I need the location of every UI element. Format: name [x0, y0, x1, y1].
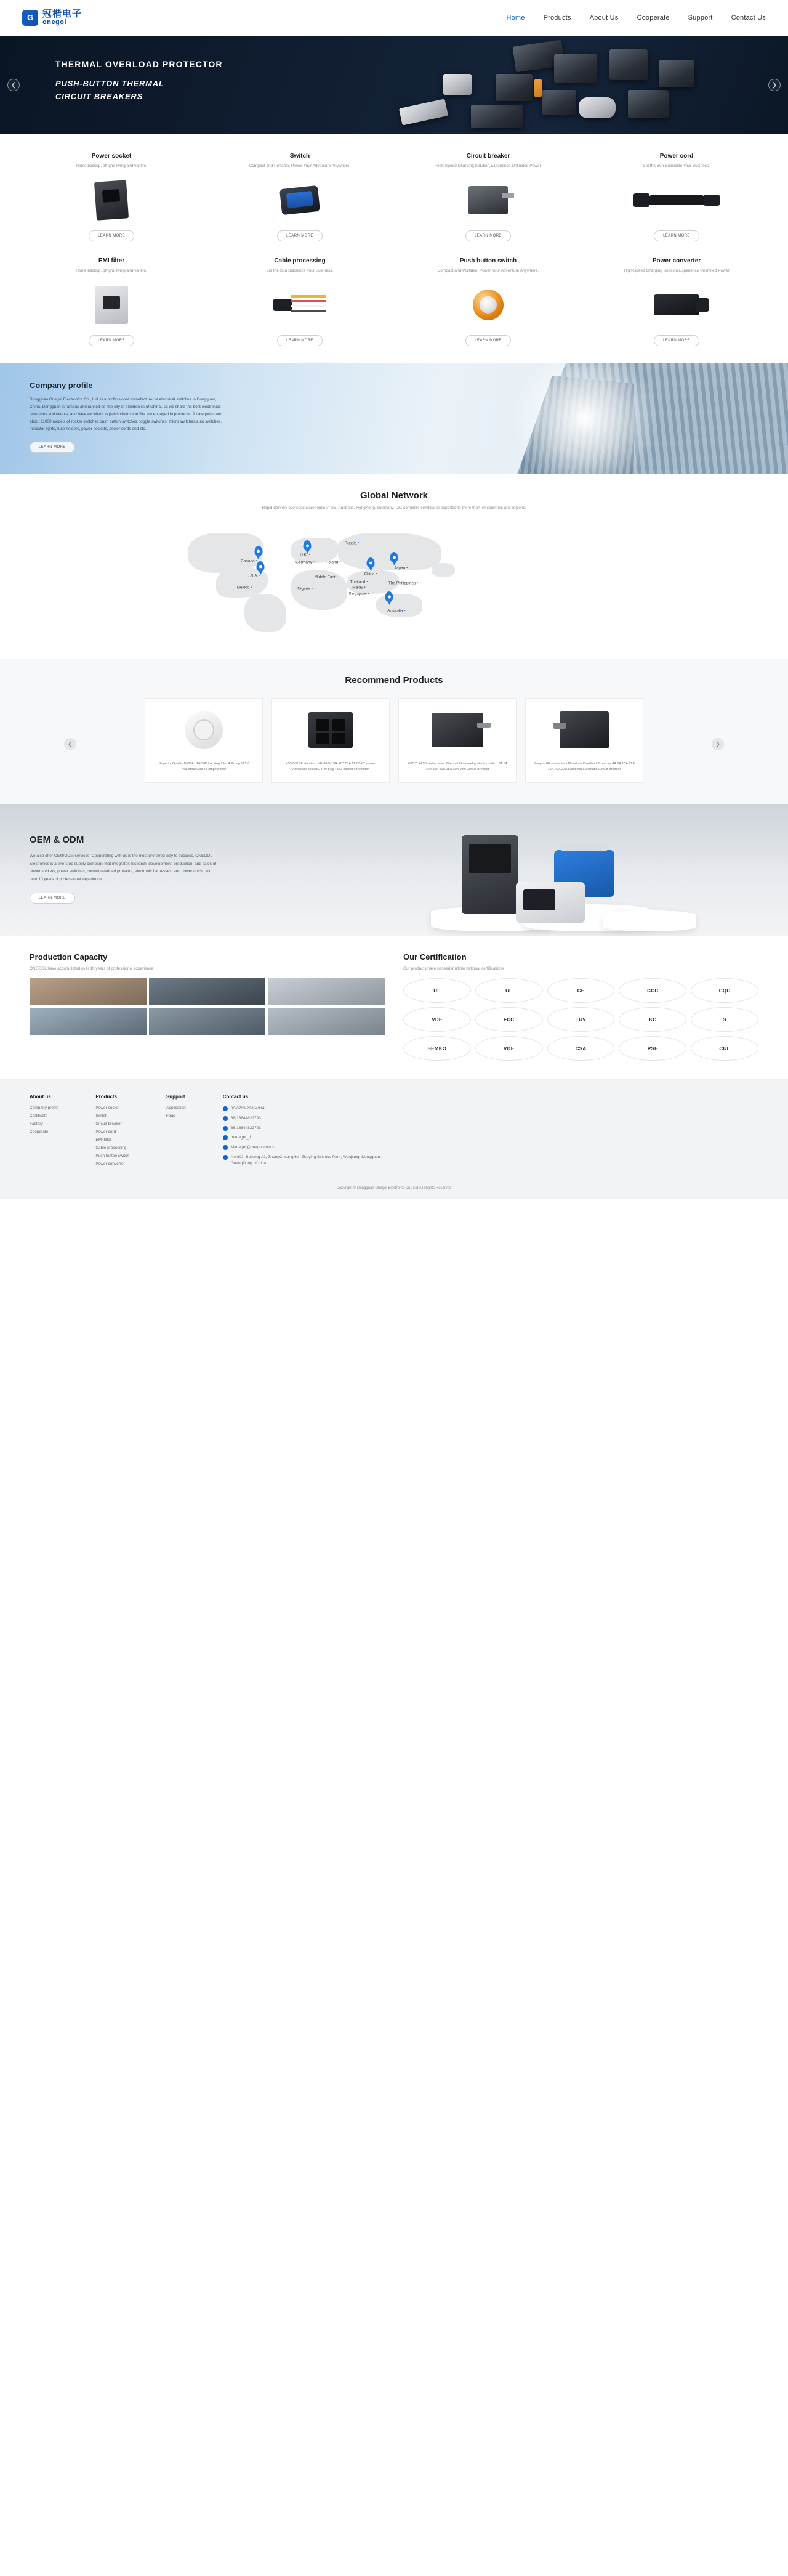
product-card[interactable] [17, 148, 206, 244]
certification-badge: VDE [403, 1007, 471, 1032]
production-photo[interactable] [268, 1008, 385, 1035]
footer-link[interactable]: Power converter [95, 1162, 125, 1166]
footer-column-products [95, 1094, 129, 1170]
footer-link[interactable]: Certificate [30, 1114, 48, 1118]
phone-icon [223, 1116, 228, 1121]
learn-more-button[interactable]: LEARN MORE [277, 335, 323, 346]
certification-badge: CQC [691, 978, 758, 1003]
product-title: Power cord [659, 153, 694, 160]
certification-badge-grid [403, 978, 758, 1061]
site-footer [0, 1079, 788, 1199]
map-label-canada: Canada • [241, 559, 257, 563]
learn-more-button[interactable]: LEARN MORE [89, 335, 134, 346]
learn-more-button[interactable]: LEARN MORE [465, 335, 511, 346]
company-profile-section [0, 363, 788, 474]
contact-item [223, 1154, 383, 1167]
footer-link[interactable]: Cooperate [30, 1130, 49, 1134]
nav-item-cooperate[interactable]: Cooperate [637, 14, 670, 22]
map-label-japan: Japan • [394, 566, 408, 570]
logo-text-cn: 冠楷电子 [42, 9, 82, 20]
product-title: Switch [289, 153, 310, 160]
contact-text: No.602, Building A2, ZhongChuangHui, Zhuying Science Park, Wanjiang, Dongguan , GuangDong , China [230, 1154, 382, 1165]
production-subtitle: ONEGOL have accumulated over 10 years of professional experience [30, 966, 154, 971]
map-label-philippines: The Philippines • [388, 581, 419, 585]
oem-title: OEM & ODM [30, 835, 84, 845]
map-label-russia: Russia • [345, 541, 360, 546]
contact-item [223, 1116, 383, 1122]
hero-subtitle-line2: CIRCUIT BREAKERS [55, 91, 143, 101]
logo-icon: G [22, 10, 38, 26]
product-desc: Compact and Portable, Power Your Adventure Anywhere. [437, 269, 539, 273]
email-icon [223, 1145, 228, 1150]
nav-item-home[interactable]: Home [506, 14, 525, 22]
certification-badge: CUL [691, 1036, 758, 1061]
map-pin-usa[interactable] [257, 561, 265, 572]
global-network-title: Global Network [360, 490, 428, 501]
product-title: Cable processing [274, 257, 326, 264]
production-photo[interactable] [149, 978, 266, 1005]
production-capacity-block [30, 952, 385, 1061]
chevron-left-icon[interactable]: ❮ [7, 79, 20, 91]
production-photo[interactable] [30, 978, 147, 1005]
main-navigation [506, 14, 766, 22]
product-desc: High-Speed Charging Solution,Experience Unlimited Power [435, 164, 541, 168]
hero-banner [0, 36, 788, 134]
map-label-poland: Poland • [326, 560, 340, 564]
certification-subtitle: Our products have passed multiple national certifications [403, 966, 504, 971]
map-label-malay: Malay • [352, 586, 365, 590]
product-image [71, 178, 152, 222]
generator-portable [516, 882, 585, 923]
contact-item [223, 1144, 383, 1151]
product-image [448, 283, 529, 327]
footer-column-title: Contact us [222, 1094, 249, 1100]
recommend-caption: 45*45 USA standard NEMA 5-15R IEC 15A 125V AC power American socket 2 PIN plug PDU socket connector [286, 762, 376, 772]
product-title: Power converter [652, 257, 701, 264]
map-label-nigeria: Nigeria • [297, 587, 313, 591]
recommend-image [404, 703, 511, 756]
learn-more-button[interactable]: LEARN MORE [465, 230, 511, 241]
product-desc: Let the Sun Subsidize Your Business. [643, 164, 710, 168]
oem-learn-more-button[interactable]: LEARN MORE [30, 893, 75, 904]
sun-glow [511, 363, 659, 474]
production-photo-grid [30, 978, 385, 1035]
company-learn-more-button[interactable]: LEARN MORE [30, 442, 75, 453]
product-image [448, 178, 529, 222]
map-label-usa: U.S.A. • [247, 574, 261, 578]
oem-odm-section [0, 804, 788, 936]
recommend-carousel [0, 698, 788, 783]
contact-text: manager_lI [230, 1135, 251, 1140]
recommend-image [531, 703, 638, 756]
certification-badge: CE [547, 978, 615, 1003]
product-card[interactable] [394, 253, 582, 349]
footer-column-title: About us [30, 1094, 51, 1100]
footer-column-contact [223, 1094, 383, 1170]
product-image [259, 178, 340, 222]
copyright-text: Copyright © Dongguan Onegol Electronic Co., Ltd All Rights Reserved [30, 1180, 758, 1190]
learn-more-button[interactable]: LEARN MORE [277, 230, 323, 241]
certification-title: Our Certification [403, 952, 467, 962]
certification-badge: SEMKO [403, 1036, 471, 1061]
footer-link[interactable]: Push button switch [95, 1154, 129, 1158]
footer-column-about [30, 1094, 58, 1170]
map-label-thailand: Thailand • [350, 580, 368, 584]
company-profile-card [30, 381, 227, 453]
global-network-section [0, 474, 788, 659]
product-card[interactable] [206, 148, 394, 244]
chevron-right-icon[interactable]: ❯ [768, 79, 781, 91]
product-desc: Home backup, off-grid living and vanlife. [76, 164, 147, 168]
footer-link[interactable]: Faqs [166, 1114, 175, 1118]
certification-badge: PSE [619, 1036, 686, 1061]
nav-item-products[interactable]: Products [543, 14, 571, 22]
map-pin-australia[interactable] [385, 591, 393, 602]
oem-text-block [30, 835, 220, 904]
recommend-products-section [0, 659, 788, 804]
recommend-caption: KUOYUH 98 series reset Thermal Overload protector switch 3A 5A 10A 15A 20A 25A 30A Mini Circuit Breaker [407, 762, 508, 772]
recommend-image [150, 703, 257, 756]
recommend-next-chevron-right-icon[interactable]: ❯ [712, 738, 724, 750]
location-icon [223, 1155, 228, 1160]
phone-icon [223, 1106, 228, 1111]
world-map [160, 521, 628, 638]
product-card[interactable] [582, 253, 771, 349]
wechat-icon [223, 1135, 228, 1140]
certification-badge: UL [403, 978, 471, 1003]
certification-badge: CSA [547, 1036, 615, 1061]
production-photo[interactable] [30, 1008, 147, 1035]
recommend-card[interactable] [398, 698, 517, 783]
contact-text: Manager@onegol.com.cn [230, 1145, 277, 1149]
product-image [71, 283, 152, 327]
product-desc: Compact and Portable, Power Your Adventure Anywhere. [249, 164, 351, 168]
product-image [259, 283, 340, 327]
contact-text: 86-13644822793 [230, 1125, 261, 1130]
nav-item-contact-us[interactable]: Contact Us [731, 14, 766, 22]
certification-badge: KC [619, 1007, 686, 1032]
footer-link[interactable]: Power cord [95, 1130, 116, 1134]
fax-icon [223, 1126, 228, 1131]
product-desc: Let the Sun Subsidize Your Business. [266, 269, 334, 273]
contact-text: 86-13644822793 [230, 1116, 261, 1120]
learn-more-button[interactable]: LEARN MORE [654, 230, 699, 241]
contact-item [223, 1125, 383, 1132]
company-profile-title: Company profile [30, 381, 93, 390]
global-network-subtitle: Rapid delivery overseas warehouse in US, Australia. HongKong, Germany, UK, complete certificates exported to more than 70 countries and regions. [262, 506, 526, 510]
map-label-middle-east: Middle East • [315, 575, 338, 580]
certification-badge: TUV [547, 1007, 615, 1032]
product-title: Push button switch [459, 257, 517, 264]
footer-link[interactable]: Switch [95, 1114, 108, 1118]
map-label-mexico: Mexico • [236, 586, 252, 590]
hero-text [55, 59, 223, 103]
product-categories-section [0, 134, 788, 363]
map-pin-canada[interactable] [254, 546, 262, 556]
site-logo[interactable] [22, 9, 82, 26]
production-title: Production Capacity [30, 952, 108, 962]
product-title: EMI filter [98, 257, 125, 264]
product-card[interactable] [582, 148, 771, 244]
certification-badge: UL [475, 978, 543, 1003]
footer-column-title: Products [95, 1094, 117, 1100]
product-desc: High-Speed Charging Solution,Experience Unlimited Power [624, 269, 730, 273]
hero-product-collage [339, 36, 770, 134]
recommend-image [277, 703, 384, 756]
map-label-uk: U.K. • [300, 553, 310, 557]
product-card[interactable] [394, 148, 582, 244]
recommend-prev-chevron-left-icon[interactable]: ❮ [64, 738, 76, 750]
recommend-card[interactable] [145, 698, 263, 783]
product-card[interactable] [206, 253, 394, 349]
map-label-singapore: Singapore • [348, 591, 369, 596]
product-card[interactable] [17, 253, 206, 349]
oem-body: We also offer OEM/ODM services. Cooperating with us is the most preferred way to success. ONEGOL Electronics is a one-stop supply company that integrates research, development, production, and sales of power sockets, power switches, current overload protector, electronic harnesses, and power cords, with over 10 years of professional experience. [30, 854, 217, 882]
site-header [0, 0, 788, 36]
footer-link[interactable]: Company profile [30, 1106, 59, 1110]
map-label-australia: Australia • [387, 609, 405, 614]
learn-more-button[interactable]: LEARN MORE [89, 230, 134, 241]
product-title: Power socket [91, 153, 132, 160]
logo-text-en: onegol [42, 18, 67, 26]
hero-subtitle-line1: PUSH-BUTTON THERMAL [55, 79, 164, 88]
product-desc: Home backup, off-grid living and vanlife. [76, 269, 147, 273]
map-label-germany: Germany • [296, 560, 315, 564]
certification-badge: S [691, 1007, 758, 1032]
recommend-caption: Kuoyuh 88 series Mini Miniature Overload Protector 4A 8A 10A 12A 15A 20A 27A Electrical automatic Circuit Breaker [533, 762, 635, 772]
generator-large [462, 835, 518, 914]
production-photo[interactable] [268, 978, 385, 1005]
footer-column-title: Support [166, 1094, 185, 1100]
recommend-card[interactable] [525, 698, 643, 783]
footer-link[interactable]: Power socket [95, 1106, 120, 1110]
production-photo[interactable] [149, 1008, 266, 1035]
product-image [636, 283, 717, 327]
product-row-2 [0, 253, 788, 349]
recommend-title: Recommend Products [345, 675, 443, 686]
oem-product-scene [320, 819, 763, 936]
certification-block [403, 952, 758, 1061]
product-row-1 [0, 148, 788, 244]
contact-item [223, 1106, 383, 1112]
footer-column-support [166, 1094, 186, 1170]
footer-link[interactable]: Application [166, 1106, 186, 1110]
production-certification-section [0, 936, 788, 1079]
product-image [636, 178, 717, 222]
map-pin-china[interactable] [367, 557, 375, 568]
learn-more-button[interactable]: LEARN MORE [654, 335, 699, 346]
product-title: Circuit breaker [466, 153, 510, 160]
map-pin-uk[interactable] [304, 540, 312, 551]
footer-link[interactable]: EMI filter [95, 1138, 111, 1142]
recommend-caption: Superior Quality NEMA L14-30P Locking Inlet 4 Prong 125V Industrial Cable Flanged Inlet [158, 762, 249, 772]
company-profile-body: Dongguan Onegol Electronics Co., Ltd. is a professional manufacturer of electrical switches in Dongguan, China. Dongguan is famous and ranked as 'the city of electronics of China', so we share the best electronics resources and talents, and have excellent logistics chains too.We are engaged in producing 9 categories and about 11000 models of rocker switches,push button switches, toggle switches, micro switches,auto switches, indicator lights, fuse holders, power sockets, power cords and etc. [30, 397, 223, 432]
hero-title: THERMAL OVERLOAD PROTECTOR [55, 59, 223, 69]
nav-item-support[interactable]: Support [688, 14, 713, 22]
footer-link[interactable]: Factory [30, 1122, 43, 1126]
map-pin-japan[interactable] [390, 552, 398, 562]
recommend-card[interactable] [271, 698, 390, 783]
certification-badge: FCC [475, 1007, 543, 1032]
contact-text: 86-0769-22304914 [230, 1106, 265, 1111]
certification-badge: CCC [619, 978, 686, 1003]
footer-link[interactable]: Circuit breaker [95, 1122, 122, 1126]
footer-link[interactable]: Cable processing [95, 1146, 127, 1150]
certification-badge: VDE [475, 1036, 543, 1061]
contact-item [223, 1135, 383, 1141]
nav-item-about-us[interactable]: About Us [589, 14, 619, 22]
map-label-china: China • [364, 572, 377, 576]
